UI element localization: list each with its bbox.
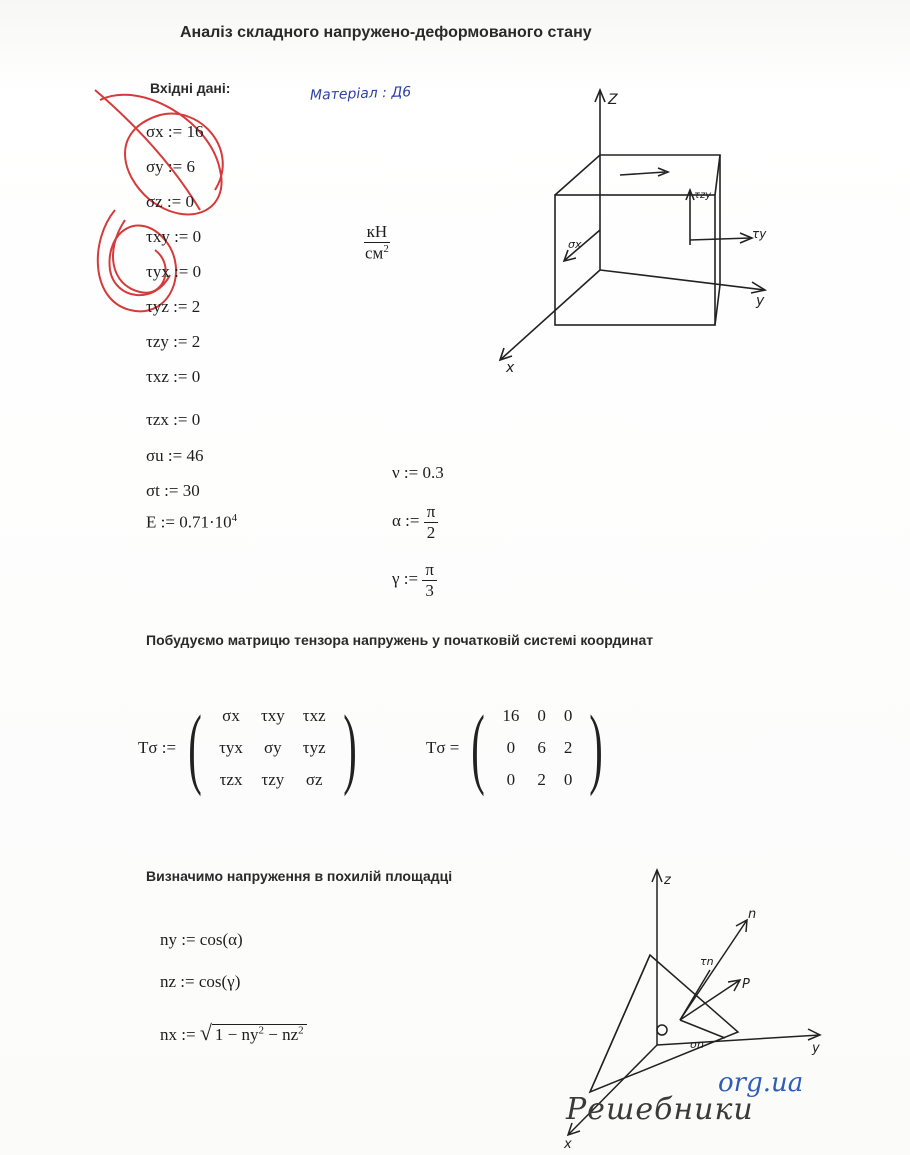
var-tau-yx: τyx := 0	[146, 262, 202, 281]
inclined-plane-header: Визначимо напруження в похилій площадці	[146, 868, 453, 884]
e-exponent: 4	[231, 512, 238, 524]
cube-axis-y: y	[756, 293, 765, 309]
nx-radicand-b: − nz	[263, 1025, 299, 1044]
cell: 2	[563, 738, 573, 757]
cell: τyx	[219, 738, 243, 757]
tensor-symbolic-table	[210, 700, 335, 796]
sqrt-radicand	[212, 1024, 307, 1044]
tetra-label-sn: σn	[690, 1038, 704, 1051]
right-paren: )	[342, 698, 357, 797]
units-fraction	[362, 222, 392, 263]
var-sigma-t: σt := 30	[146, 481, 200, 500]
nx-sq-b: 2	[298, 1024, 304, 1037]
cell: σx	[222, 706, 240, 725]
cell: σy	[264, 738, 282, 757]
var-sigma-z: σz := 0	[146, 192, 195, 211]
input-data-header: Вхідні дані:	[150, 80, 231, 96]
var-poisson: ν := 0.3	[392, 463, 444, 482]
var-tau-zx: τzx := 0	[146, 410, 201, 429]
nx-lhs: nx :=	[160, 1025, 196, 1044]
cube-label-sx: σx	[568, 238, 582, 251]
cell: τzx	[219, 770, 243, 789]
cell: 0	[563, 706, 573, 725]
left-paren: (	[471, 698, 486, 797]
cell: 0	[506, 770, 516, 789]
cell: 0	[563, 770, 573, 789]
tensor-numeric	[426, 700, 611, 796]
formula-nx	[160, 1020, 307, 1046]
var-tau-xz: τxz := 0	[146, 367, 201, 386]
cell: τxz	[302, 706, 326, 725]
var-tau-xy: τxy := 0	[146, 227, 202, 246]
alpha-den: 2	[426, 522, 436, 542]
nx-sq-a: 2	[258, 1024, 264, 1037]
tetra-label-p: P	[742, 977, 750, 992]
var-young-modulus	[146, 512, 237, 533]
var-tau-yz: τyz := 2	[146, 297, 201, 316]
cell: 0	[506, 738, 516, 757]
sqrt-sign: √	[199, 1020, 212, 1045]
var-sigma-y: σy := 6	[146, 157, 195, 176]
formula-ny: ny := cos(α)	[160, 930, 243, 949]
cell: τzy	[261, 770, 285, 789]
left-paren: (	[188, 698, 202, 797]
tensor-symbolic-lhs: Tσ :=	[138, 738, 177, 757]
cell: τxy	[260, 706, 285, 725]
cell: σz	[305, 770, 323, 789]
cell: 16	[502, 706, 520, 725]
var-sigma-x: σx := 16	[146, 122, 204, 141]
cube-axis-z: Z	[608, 92, 618, 108]
gamma-den: 3	[425, 580, 434, 600]
formula-nz: nz := cos(γ)	[160, 972, 241, 991]
tetra-axis-y: y	[812, 1041, 820, 1056]
cube-label-tzy: τzy	[694, 190, 712, 201]
page-title: Аналіз складного напружено-деформованого стану	[180, 24, 592, 41]
tensor-numeric-lhs: Tσ =	[426, 738, 460, 757]
var-tau-zy: τzy := 2	[146, 332, 201, 351]
right-paren: )	[589, 698, 604, 797]
var-alpha	[392, 502, 438, 542]
tensor-header: Побудуємо матрицю тензора напружень у початковій системі координат	[146, 632, 654, 648]
var-gamma	[392, 560, 437, 600]
material-note: Матеріал : Д6	[309, 84, 412, 104]
var-sigma-u: σu := 46	[146, 446, 204, 465]
alpha-lhs: α :=	[392, 510, 420, 530]
cell: 0	[537, 706, 546, 725]
e-base: E := 0.71·10	[146, 512, 232, 532]
tensor-numeric-table	[493, 700, 581, 796]
gamma-lhs: γ :=	[392, 568, 419, 588]
units-numerator: кН	[364, 222, 391, 243]
cube-axis-x: x	[506, 360, 515, 376]
tetra-axis-z: z	[664, 873, 671, 888]
watermark-brand: Решебники	[566, 1092, 754, 1127]
cell: 2	[537, 770, 546, 789]
stress-cube-diagram	[480, 80, 780, 380]
gamma-num: π	[422, 560, 437, 581]
alpha-num: π	[424, 502, 439, 523]
nx-radicand-a: 1 − ny	[214, 1025, 259, 1044]
units-denominator: см	[365, 243, 384, 263]
cell: τyz	[302, 738, 326, 757]
tensor-symbolic	[138, 700, 365, 796]
watermark-domain: org.ua	[718, 1068, 804, 1098]
units-exponent: 2	[383, 242, 389, 255]
tetra-axis-x: x	[564, 1137, 572, 1150]
tetra-label-tn: τn	[700, 955, 714, 968]
tetra-label-n: n	[748, 907, 757, 922]
cube-label-ty: τy	[752, 227, 767, 241]
cell: 6	[537, 738, 546, 757]
